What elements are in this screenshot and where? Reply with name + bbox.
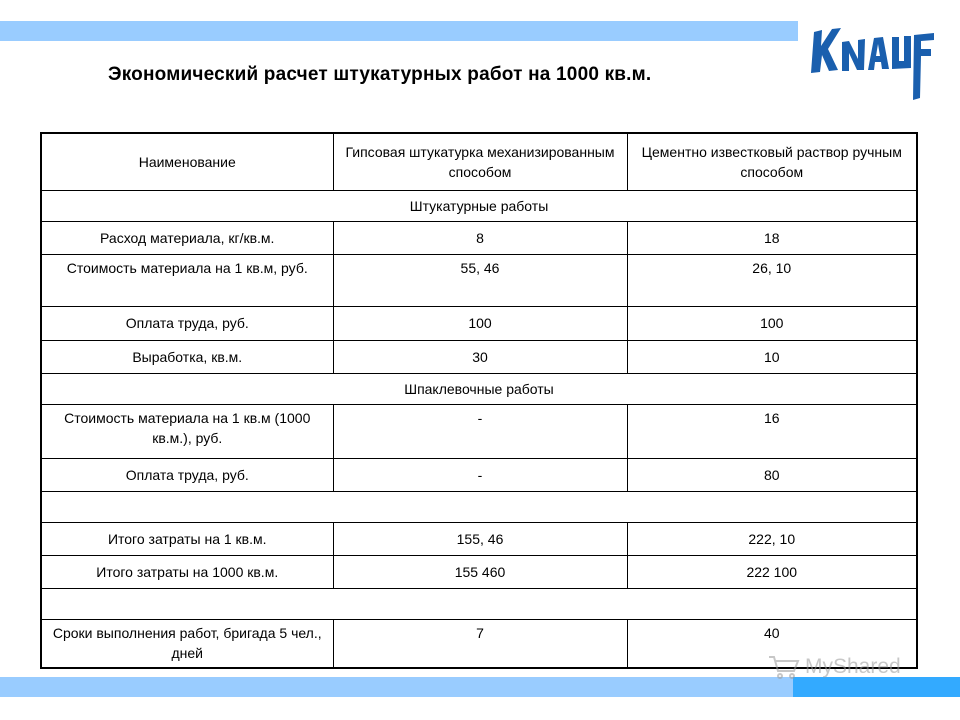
row-value-gypsum: - (333, 458, 627, 491)
cart-icon (767, 654, 801, 680)
row-value-cement: 222 100 (627, 555, 916, 588)
table-row (42, 404, 916, 458)
table-header-row (42, 134, 916, 190)
table-row (42, 306, 916, 340)
row-value-gypsum: 30 (333, 340, 627, 373)
row-value-cement: 100 (627, 306, 916, 340)
empty-row (42, 491, 916, 522)
section-row-putty (42, 373, 916, 404)
page-title: Экономический расчет штукатурных работ на 1000 кв.м. (108, 64, 652, 85)
cost-table (40, 132, 918, 669)
table-row (42, 254, 916, 306)
row-label: Стоимость материала на 1 кв.м (1000 кв.м.), руб. (42, 404, 333, 458)
row-label: Выработка, кв.м. (42, 340, 333, 373)
top-decorative-band (0, 21, 798, 41)
row-value-gypsum: 55, 46 (333, 254, 627, 306)
watermark-text: MyShared (805, 655, 901, 678)
row-value-cement: 16 (627, 404, 916, 458)
row-label: Оплата труда, руб. (42, 306, 333, 340)
table-row (42, 458, 916, 491)
row-value-cement: 40 (627, 619, 916, 667)
row-label: Итого затраты на 1 кв.м. (42, 522, 333, 555)
row-value-gypsum: 155, 46 (333, 522, 627, 555)
row-value-gypsum: 8 (333, 221, 627, 254)
row-value-gypsum: 100 (333, 306, 627, 340)
table-row (42, 221, 916, 254)
row-value-cement: 222, 10 (627, 522, 916, 555)
knauf-logo (808, 18, 940, 102)
row-value-cement: 10 (627, 340, 916, 373)
table-row (42, 555, 916, 588)
header-cell-name: Наименование (42, 134, 333, 190)
row-label: Стоимость материала на 1 кв.м, руб. (42, 254, 333, 306)
row-value-gypsum: 155 460 (333, 555, 627, 588)
table-row (42, 522, 916, 555)
section-row-plaster (42, 190, 916, 221)
section-label-plaster: Штукатурные работы (42, 190, 916, 221)
empty-row (42, 588, 916, 619)
row-value-gypsum: - (333, 404, 627, 458)
row-label: Итого затраты на 1000 кв.м. (42, 555, 333, 588)
table-row (42, 340, 916, 373)
watermark (767, 654, 901, 680)
cost-table-grid (42, 134, 916, 667)
row-label: Сроки выполнения работ, бригада 5 чел., дней (42, 619, 333, 667)
section-label-putty: Шпаклевочные работы (42, 373, 916, 404)
row-label: Оплата труда, руб. (42, 458, 333, 491)
bottom-band-accent (793, 677, 960, 697)
row-value-cement: 80 (627, 458, 916, 491)
row-label: Расход материала, кг/кв.м. (42, 221, 333, 254)
header-cell-cement: Цементно известковый раствор ручным способом (627, 134, 916, 190)
row-value-cement: 26, 10 (627, 254, 916, 306)
row-value-cement: 18 (627, 221, 916, 254)
header-cell-gypsum: Гипсовая штукатурка механизированным способом (333, 134, 627, 190)
row-value-gypsum: 7 (333, 619, 627, 667)
